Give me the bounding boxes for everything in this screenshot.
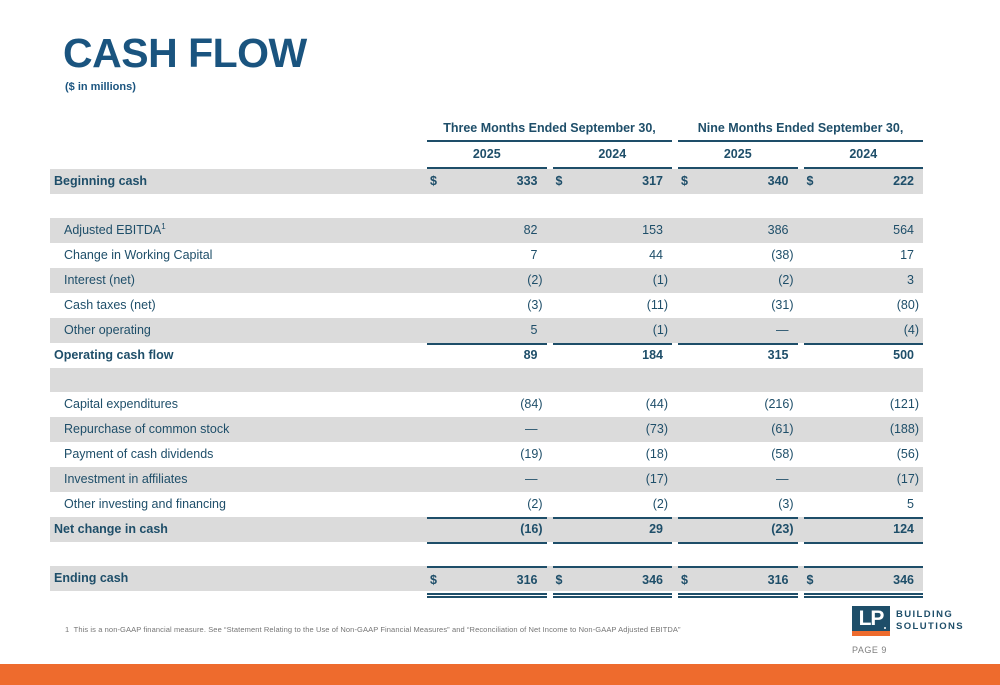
row-label: Adjusted EBITDA$^1$ <box>64 221 166 237</box>
table-row <box>50 243 923 268</box>
cell-value <box>427 417 547 442</box>
cell-value <box>804 218 924 243</box>
value-text: — <box>525 472 538 486</box>
year-header: 2024 <box>553 142 673 169</box>
value-text: (2) <box>527 273 543 287</box>
page-title: CASH FLOW <box>63 30 307 76</box>
spacer-row <box>50 194 923 218</box>
cell-value <box>678 492 798 519</box>
cell-value <box>553 218 673 243</box>
dollar-sign: $ <box>681 573 688 587</box>
row-label: Ending cash <box>54 571 129 585</box>
table-row <box>50 566 923 591</box>
dollar-sign: $ <box>806 174 814 188</box>
cell-value <box>553 392 673 417</box>
cell-value <box>553 467 673 492</box>
row-label: Payment of cash dividends <box>64 447 214 461</box>
footnote-marker: 1 <box>161 221 166 231</box>
cell-value <box>678 442 798 467</box>
value-text: 5 <box>907 497 914 511</box>
table-row <box>50 417 923 442</box>
cell-value <box>427 169 547 194</box>
cell-value <box>427 392 547 417</box>
value-text: 315 <box>767 348 789 362</box>
value-text: 564 <box>893 223 914 237</box>
cell-value <box>804 442 924 467</box>
year-header: 2025 <box>678 142 798 169</box>
row-label: Operating cash flow <box>54 348 174 362</box>
cell-value <box>804 517 924 544</box>
value-text: (2) <box>778 273 794 287</box>
value-text: (56) <box>896 447 919 461</box>
value-text: (80) <box>896 298 919 312</box>
cell-value <box>804 343 924 368</box>
cell-value <box>804 492 924 519</box>
value-text: 7 <box>530 248 538 262</box>
value-text: 153 <box>642 223 663 237</box>
row-label: Repurchase of common stock <box>64 422 230 436</box>
value-text: (23) <box>771 522 794 536</box>
value-text: 340 <box>767 174 789 188</box>
value-text: (4) <box>903 323 919 337</box>
table-row <box>50 467 923 492</box>
value-text: 500 <box>893 348 914 362</box>
dollar-sign: $ <box>555 573 563 587</box>
year-header: 2024 <box>804 142 924 169</box>
cell-value <box>427 442 547 467</box>
table-header <box>50 118 923 169</box>
value-text: 44 <box>649 248 663 262</box>
cell-value <box>553 268 673 293</box>
header-label-spacer <box>50 118 421 142</box>
value-text: 333 <box>516 174 538 188</box>
cell-value <box>427 492 547 519</box>
value-text: (3) <box>778 497 794 511</box>
footnote: 1 This is a non-GAAP financial measure. See “Statement Relating to the Use of Non-GAAP Financial Measures” and “Reconciliation of Net Income to Non-GAAP Adjusted EBITDA” <box>65 625 681 634</box>
year-header-row <box>50 142 923 169</box>
value-text: 29 <box>649 522 663 536</box>
value-text: 89 <box>523 348 538 362</box>
cash-flow-table <box>50 118 923 591</box>
value-text: 3 <box>907 273 914 287</box>
value-text: (61) <box>771 422 794 436</box>
value-text: (17) <box>645 472 668 486</box>
cell-value <box>804 169 924 194</box>
dollar-sign: $ <box>806 573 814 587</box>
value-text: 346 <box>642 573 663 587</box>
cell-value <box>678 169 798 194</box>
table-row <box>50 442 923 467</box>
table-row <box>50 392 923 417</box>
cell-value <box>678 566 798 598</box>
footer-accent-bar <box>0 664 1000 685</box>
table-row <box>50 169 923 194</box>
cell-value <box>678 392 798 417</box>
cell-value <box>678 417 798 442</box>
value-text: 5 <box>530 323 538 337</box>
value-text: 222 <box>893 174 914 188</box>
value-text: 317 <box>642 174 663 188</box>
value-text: 346 <box>893 573 914 587</box>
value-text: (73) <box>645 422 668 436</box>
cell-value <box>427 243 547 268</box>
value-text: (216) <box>764 397 794 411</box>
logo-line-solutions: SOLUTIONS <box>896 620 965 632</box>
cell-value <box>427 268 547 293</box>
cell-value <box>427 293 547 318</box>
dollar-sign: $ <box>555 174 563 188</box>
lp-logo-mark: LP <box>852 606 890 636</box>
cell-value <box>553 492 673 519</box>
cell-value <box>553 343 673 368</box>
value-text: (1) <box>652 273 668 287</box>
row-label: Capital expenditures <box>64 397 178 411</box>
dollar-sign: $ <box>430 573 437 587</box>
cell-value <box>804 243 924 268</box>
value-text: 184 <box>642 348 663 362</box>
value-text: (44) <box>645 397 668 411</box>
cell-value <box>678 243 798 268</box>
logo-line-building: BUILDING <box>896 609 954 620</box>
cell-value <box>678 318 798 345</box>
value-text: 316 <box>767 573 789 587</box>
cell-value <box>553 169 673 194</box>
spacer-row <box>50 542 923 566</box>
value-text: (1) <box>652 323 668 337</box>
cell-value <box>553 293 673 318</box>
row-label: Net change in cash <box>54 522 168 536</box>
cell-value <box>427 467 547 492</box>
lp-logo <box>852 606 964 636</box>
value-text: (16) <box>520 522 543 536</box>
value-text: (31) <box>771 298 794 312</box>
table-body <box>50 169 923 591</box>
cell-value <box>678 218 798 243</box>
cell-value <box>553 442 673 467</box>
cell-value <box>427 218 547 243</box>
value-text: 82 <box>523 223 538 237</box>
value-text: (188) <box>889 422 919 436</box>
value-text: 17 <box>900 248 914 262</box>
cell-value <box>553 318 673 345</box>
value-text: (3) <box>527 298 543 312</box>
value-text: (2) <box>652 497 668 511</box>
cell-value <box>804 268 924 293</box>
cell-value <box>804 467 924 492</box>
cell-value <box>427 566 547 598</box>
year-header: 2025 <box>427 142 547 169</box>
value-text: (121) <box>889 397 919 411</box>
cell-value <box>678 517 798 544</box>
table-row <box>50 293 923 318</box>
row-label: Beginning cash <box>54 174 148 188</box>
row-label: Investment in affiliates <box>64 472 188 486</box>
row-label: Change in Working Capital <box>64 248 213 262</box>
lp-logo-text <box>896 606 964 632</box>
column-group-label: Three Months Ended September 30, <box>427 118 672 142</box>
value-text: (11) <box>646 298 668 312</box>
cell-value <box>804 566 924 598</box>
row-label: Interest (net) <box>64 273 135 287</box>
cell-value <box>553 517 673 544</box>
value-text: 316 <box>516 573 538 587</box>
cell-value <box>678 268 798 293</box>
cell-value <box>804 318 924 345</box>
value-text: (84) <box>520 397 543 411</box>
cell-value <box>678 293 798 318</box>
header-label-spacer <box>50 142 421 169</box>
table-row <box>50 517 923 542</box>
row-label: Cash taxes (net) <box>64 298 156 312</box>
cell-value <box>804 392 924 417</box>
cell-value <box>427 343 547 368</box>
value-text: (38) <box>771 248 794 262</box>
dollar-sign: $ <box>430 174 437 188</box>
value-text: (2) <box>527 497 543 511</box>
cell-value <box>678 343 798 368</box>
value-text: (18) <box>645 447 668 461</box>
subtitle: ($ in millions) <box>65 81 136 93</box>
value-text: 124 <box>893 522 914 536</box>
row-label: Other operating <box>64 323 151 337</box>
value-text: — <box>776 472 789 486</box>
page-number: PAGE 9 <box>852 645 887 655</box>
cell-value <box>804 293 924 318</box>
table-row <box>50 268 923 293</box>
table-row <box>50 318 923 343</box>
table-row <box>50 343 923 368</box>
cell-value <box>678 467 798 492</box>
spacer-row <box>50 368 923 392</box>
cell-value <box>427 318 547 345</box>
table-row <box>50 492 923 517</box>
dollar-sign: $ <box>681 174 688 188</box>
cell-value <box>553 417 673 442</box>
table-row <box>50 218 923 243</box>
column-group-label: Nine Months Ended September 30, <box>678 118 923 142</box>
value-text: — <box>525 422 538 436</box>
value-text: (17) <box>896 472 919 486</box>
cell-value <box>553 243 673 268</box>
value-text: (58) <box>771 447 794 461</box>
cell-value <box>553 566 673 598</box>
value-text: — <box>776 323 789 337</box>
value-text: (19) <box>520 447 543 461</box>
row-label: Other investing and financing <box>64 497 226 511</box>
column-group-row <box>50 118 923 142</box>
cell-value <box>804 417 924 442</box>
value-text: 386 <box>767 223 789 237</box>
cell-value <box>427 517 547 544</box>
